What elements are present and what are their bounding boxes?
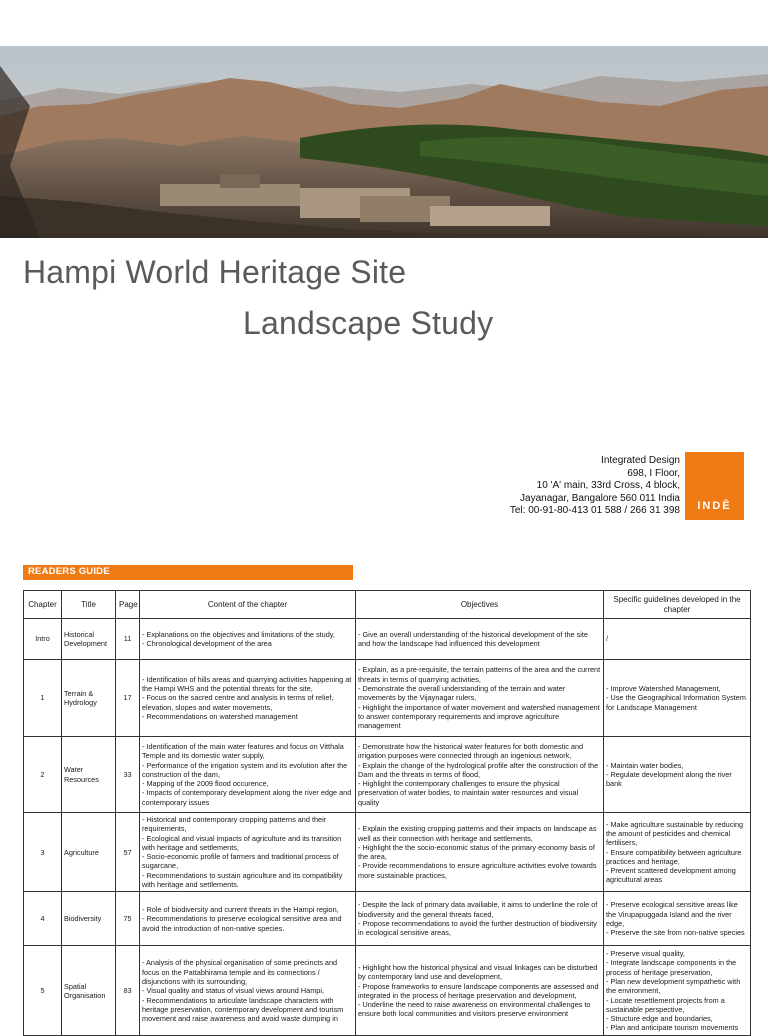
address-line: Jayanagar, Bangalore 560 011 India — [520, 492, 680, 504]
cell-content: - Identification of hills areas and quarrying activities happening at the Hampi WHS and the potential threats for the site, - Focus on the sacred centre and analysis in terms of relief, elevation, slopes and water movements, - Recommendations on watershed management — [140, 660, 356, 737]
readers-guide-table — [23, 590, 751, 1036]
readers-guide-label: READERS GUIDE — [28, 566, 110, 577]
hero-landscape-photo — [0, 46, 768, 238]
cell-page: 33 — [116, 737, 140, 813]
column-header-content: Content of the chapter — [140, 591, 356, 619]
column-header-guidelines: Specific guidelines developed in the chapter — [604, 591, 751, 619]
cell-chapter: 3 — [24, 813, 62, 892]
address-line: 10 'A' main, 33rd Cross, 4 block, — [536, 480, 680, 491]
table-row — [24, 813, 751, 892]
cell-content: - Analysis of the physical organisation of some precincts and focus on the Pattabhirama temple and its connections / disjunctions with its surrounding, - Visual quality and status of visual views around Hampi, - Recommendations to articulate landscape characters with heritage preservation, contemporary development and tourism movement and raise awareness and avoid waste dumping in — [140, 946, 356, 1036]
cell-content: - Historical and contemporary cropping patterns and their requirements, - Ecological and visual impacts of agriculture and its transition with heritage and settlements, - Socio-economic profile of farmers and traditional process of sugarcane, - Recommendations to sustain agriculture and its compatibility with heritage and settlements. — [140, 813, 356, 892]
inde-logo — [685, 452, 744, 520]
readers-guide-heading — [23, 565, 353, 580]
table-row — [24, 619, 751, 660]
cell-page: 57 — [116, 813, 140, 892]
cell-title: Historical Development — [62, 619, 116, 660]
cell-title: Terrain & Hydrology — [62, 660, 116, 737]
cell-content: - Explanations on the objectives and limitations of the study, - Chronological development of the area — [140, 619, 356, 660]
cell-objectives: - Give an overall understanding of the historical development of the site and how the landscape had influenced this development — [356, 619, 604, 660]
cell-guidelines: / — [604, 619, 751, 660]
logo-text: INDĒ — [697, 500, 732, 512]
cell-objectives: - Demonstrate how the historical water features for both domestic and irrigation purposes were connected through an ingenious network, - Explain the change of the hydrological profile after the construction of the Dam and the threats in terms of flood, - Highlight the contemporary challenges to ensure the physical preservation of water bodies, to maintain water resources and visual quality — [356, 737, 604, 813]
cell-title: Biodiversity — [62, 892, 116, 946]
column-header-chapter: Chapter — [24, 591, 62, 619]
cell-chapter: 4 — [24, 892, 62, 946]
cell-content: - Identification of the main water features and focus on Vitthala Temple and its domestic water supply, - Performance of the irrigation system and its evolution after the construction of the dam, - Mapping of the 2009 flood occurence, - Impacts of contemporary development along the river edge and contemporary issues — [140, 737, 356, 813]
cell-page: 75 — [116, 892, 140, 946]
cell-guidelines: - Preserve ecological sensitive areas like the Virupapuggada Island and the river edge, - Preserve the site from non-native species — [604, 892, 751, 946]
cell-guidelines: - Preserve visual quality, - Integrate landscape components in the process of heritage preservation, - Plan new development sympathetic with the environment, - Locate resettlement projects from a sustainable perspective, - Structure edge and boundaries, - Plan and anticipate tourism movements — [604, 946, 751, 1036]
table-row — [24, 737, 751, 813]
cell-page: 17 — [116, 660, 140, 737]
cell-title: Water Resources — [62, 737, 116, 813]
table-header-row — [24, 591, 751, 619]
cell-chapter: 2 — [24, 737, 62, 813]
table-row — [24, 892, 751, 946]
company-address — [510, 455, 680, 518]
cell-objectives: - Despite the lack of primary data availiable, it aims to underline the role of biodiversity and the general threats faced, - Propose recommendations to avoid the further destruction of biodiversity in ecological sensitive areas, — [356, 892, 604, 946]
company-name: Integrated Design — [601, 455, 680, 466]
column-header-objectives: Objectives — [356, 591, 604, 619]
cell-content: - Role of biodiversity and current threats in the Hampi region, - Recommendations to preserve ecological sensitive area and avoid the introduction of non-native species. — [140, 892, 356, 946]
table-row — [24, 946, 751, 1036]
cell-title: Spatial Organisation — [62, 946, 116, 1036]
address-phone: Tel: 00-91-80-413 01 588 / 266 31 398 — [509, 505, 680, 516]
cell-chapter: 1 — [24, 660, 62, 737]
column-header-page: Page — [116, 591, 140, 619]
cell-page: 83 — [116, 946, 140, 1036]
address-line: 698, I Floor, — [627, 467, 680, 479]
cell-page: 11 — [116, 619, 140, 660]
cell-guidelines: - Make agriculture sustainable by reducing the amount of pesticides and chemical fertilisers, - Ensure compatibility between agriculture practices and heritage, - Prevent scattered development among agricultural areas — [604, 813, 751, 892]
cell-chapter: 5 — [24, 946, 62, 1036]
cell-chapter: Intro — [24, 619, 62, 660]
cell-objectives: - Highlight how the historical physical and visual linkages can be disturbed by contemporary land use and development, - Propose frameworks to ensure landscape components are assessed and integrated in the process of heritage preservation and development, - Underline the need to raise awareness on environmental challenges to ensure both local communities and visitors preserve environment — [356, 946, 604, 1036]
document-title-line2: Landscape Study — [243, 305, 494, 341]
cell-guidelines: - Improve Watershed Management, - Use the Geographical Information System for Landscape Management — [604, 660, 751, 737]
cell-title: Agriculture — [62, 813, 116, 892]
cell-objectives: - Explain, as a pre-requisite, the terrain patterns of the area and the current threats in terms of quarrying activities, - Demonstrate the overall understanding of the terrain and water movements by the Vijaynagar rulers, - Highlight the importance of water movement and watershed management to answer contemporary requirements and improve agriculture management — [356, 660, 604, 737]
cell-objectives: - Explain the existing cropping patterns and their impacts on landscape as well as their connection with heritage and settlements, - Highlight the the socio-economic status of the primary economy basis of the area, - Provide recommendations to ensure agriculture activities evolve towards more sustainable practices, — [356, 813, 604, 892]
cell-guidelines: - Maintain water bodies, - Regulate development along the river bank — [604, 737, 751, 813]
table-row — [24, 660, 751, 737]
document-title-line1: Hampi World Heritage Site — [23, 254, 407, 290]
column-header-title: Title — [62, 591, 116, 619]
